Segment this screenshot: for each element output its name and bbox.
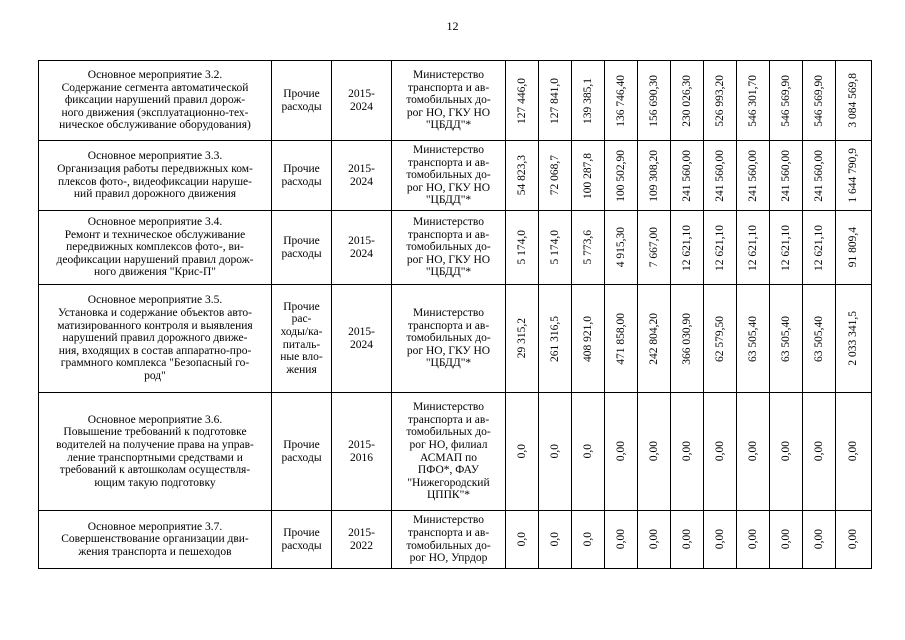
value-cell xyxy=(803,285,836,393)
table-row xyxy=(39,211,872,285)
expense-type-line: ные вло- xyxy=(280,351,323,364)
value-cell xyxy=(770,141,803,211)
expense-type-cell xyxy=(272,285,332,393)
budget-value: 241 560,00 xyxy=(779,149,792,202)
budget-value: 526 993,20 xyxy=(713,74,726,127)
budget-value: 91 809,4 xyxy=(847,227,859,268)
budget-value: 12 621,10 xyxy=(746,224,759,271)
table-row xyxy=(39,61,872,141)
responsible-org-line: Министерство xyxy=(413,307,484,320)
expense-type-line: жения xyxy=(286,363,317,376)
responsible-org-line: рог НО, ГКУ НО xyxy=(406,181,491,194)
value-cell xyxy=(704,511,737,569)
responsible-org-line: томобильных до- xyxy=(406,94,491,107)
value-cell xyxy=(605,511,638,569)
value-cell xyxy=(638,393,671,511)
table-row xyxy=(39,393,872,511)
activity-description-line: водителей на получение права на управ- xyxy=(56,438,254,451)
budget-value: 0,00 xyxy=(812,529,825,550)
table-row xyxy=(39,511,872,569)
expense-type-line: Прочие xyxy=(283,234,320,247)
budget-value: 12 621,10 xyxy=(812,224,825,271)
activity-description-line: нарушений правил дорожного движе- xyxy=(62,332,248,345)
value-cell xyxy=(539,511,572,569)
budget-value: 261 316,5 xyxy=(548,315,561,362)
activity-description-cell xyxy=(39,393,272,511)
period-cell xyxy=(332,61,392,141)
activity-description-line: ническое обслуживание оборудования) xyxy=(59,119,251,132)
period-line: 2015- xyxy=(348,325,375,338)
budget-value: 241 560,00 xyxy=(812,149,825,202)
activity-description-line: передвижных комплексов фото-, ви- xyxy=(66,241,244,254)
value-cell xyxy=(572,141,605,211)
responsible-org-line: Министерство xyxy=(413,216,484,229)
budget-value: 0,00 xyxy=(779,529,792,550)
responsible-org-line: "Нижегородский xyxy=(407,476,490,489)
value-cell xyxy=(803,61,836,141)
value-cell xyxy=(605,61,638,141)
value-cell xyxy=(638,285,671,393)
responsible-org-line: томобильных до- xyxy=(406,332,491,345)
value-cell xyxy=(539,211,572,285)
activity-description-line: ния, входящих в состав аппаратно-про- xyxy=(58,344,252,357)
value-cell xyxy=(737,511,770,569)
budget-value: 0,00 xyxy=(614,529,627,550)
activity-description-line: деофиксации нарушений правил дорож- xyxy=(56,253,254,266)
value-cell xyxy=(836,393,872,511)
budget-value: 0,0 xyxy=(581,532,594,547)
value-cell xyxy=(737,141,770,211)
value-cell xyxy=(704,285,737,393)
period-line: 2015- xyxy=(348,526,375,539)
responsible-org-line: ПФО*, ФАУ xyxy=(417,464,480,477)
value-cell xyxy=(704,141,737,211)
value-cell xyxy=(836,211,872,285)
budget-value: 109 308,20 xyxy=(647,149,660,202)
responsible-org-line: рог НО, ГКУ НО xyxy=(406,344,491,357)
value-cell xyxy=(638,141,671,211)
expense-type-line: расходы xyxy=(281,247,322,260)
activity-description-cell xyxy=(39,141,272,211)
budget-value: 54 823,3 xyxy=(515,155,528,196)
value-cell xyxy=(572,285,605,393)
activity-description-line: ющим такую подготовку xyxy=(94,476,216,489)
responsible-org-cell xyxy=(392,393,506,511)
budget-value: 0,00 xyxy=(614,441,627,462)
value-cell xyxy=(539,285,572,393)
budget-value: 546 569,90 xyxy=(779,74,792,127)
budget-value: 62 579,50 xyxy=(713,315,726,362)
budget-value: 241 560,00 xyxy=(713,149,726,202)
value-cell xyxy=(506,141,539,211)
activity-description-line: ний правил дорожного движения xyxy=(73,188,237,201)
budget-value: 0,00 xyxy=(680,529,693,550)
period-cell xyxy=(332,511,392,569)
expense-type-line: питаль- xyxy=(282,338,321,351)
responsible-org-line: рог НО, ГКУ НО xyxy=(406,253,491,266)
budget-value: 0,00 xyxy=(746,441,759,462)
budget-value: 63 505,40 xyxy=(746,315,759,362)
expense-type-cell xyxy=(272,61,332,141)
expense-type-line: Прочие xyxy=(283,438,320,451)
budget-value: 12 621,10 xyxy=(680,224,693,271)
value-cell xyxy=(671,285,704,393)
value-cell xyxy=(836,511,872,569)
value-cell xyxy=(803,511,836,569)
activity-title: Основное мероприятие 3.3. xyxy=(87,150,223,163)
expense-type-line: Прочие xyxy=(283,87,320,100)
page-number: 12 xyxy=(446,19,459,33)
value-cell xyxy=(704,61,737,141)
value-cell xyxy=(803,393,836,511)
activity-description-cell xyxy=(39,61,272,141)
activity-description-line: Совершенствование организации дви- xyxy=(61,533,249,546)
budget-value: 230 026,30 xyxy=(680,74,693,127)
value-cell xyxy=(572,393,605,511)
responsible-org-cell xyxy=(392,285,506,393)
budget-value: 127 841,0 xyxy=(548,77,561,124)
responsible-org-line: Министерство xyxy=(413,144,484,157)
responsible-org-line: транспорта и ав- xyxy=(407,526,490,539)
responsible-org-line: "ЦБДД"* xyxy=(425,357,472,370)
activity-description-line: плексов фото-, видеофиксации наруше- xyxy=(58,175,252,188)
value-cell xyxy=(803,211,836,285)
responsible-org-line: транспорта и ав- xyxy=(407,413,490,426)
budget-value: 0,0 xyxy=(581,444,594,459)
value-cell xyxy=(638,61,671,141)
expense-type-cell xyxy=(272,393,332,511)
value-cell xyxy=(770,393,803,511)
value-cell xyxy=(704,211,737,285)
value-cell xyxy=(506,285,539,393)
value-cell xyxy=(605,285,638,393)
budget-value: 7 667,00 xyxy=(647,227,660,268)
activity-description-line: Организация работы передвижных ком- xyxy=(57,162,253,175)
value-cell xyxy=(572,211,605,285)
responsible-org-line: АСМАП по xyxy=(419,451,478,464)
period-line: 2024 xyxy=(350,175,373,188)
responsible-org-cell xyxy=(392,211,506,285)
budget-value: 1 644 790,9 xyxy=(847,148,859,203)
responsible-org-line: "ЦБДД"* xyxy=(425,266,472,279)
period-line: 2016 xyxy=(350,451,373,464)
activity-description-line: род" xyxy=(144,369,166,382)
activity-title: Основное мероприятие 3.5. xyxy=(87,294,223,307)
period-cell xyxy=(332,393,392,511)
budget-value: 139 385,1 xyxy=(581,77,594,124)
budget-value: 100 287,8 xyxy=(581,152,594,199)
budget-value: 63 505,40 xyxy=(812,315,825,362)
budget-value: 0,0 xyxy=(548,532,561,547)
budget-value: 4 915,30 xyxy=(614,227,627,268)
expense-type-line: Прочие xyxy=(283,526,320,539)
value-cell xyxy=(506,511,539,569)
value-cell xyxy=(506,211,539,285)
budget-value: 0,00 xyxy=(680,441,693,462)
budget-value: 2 033 341,5 xyxy=(847,311,859,366)
responsible-org-line: "ЦБДД"* xyxy=(425,119,472,132)
value-cell xyxy=(638,511,671,569)
responsible-org-line: томобильных до- xyxy=(406,241,491,254)
responsible-org-cell xyxy=(392,511,506,569)
value-cell xyxy=(836,285,872,393)
activity-description-line: ление транспортными средствами и xyxy=(67,451,243,464)
responsible-org-line: транспорта и ав- xyxy=(407,156,490,169)
activity-description-line: жения транспорта и пешеходов xyxy=(78,545,232,558)
value-cell xyxy=(539,393,572,511)
activity-description-cell xyxy=(39,285,272,393)
value-cell xyxy=(671,141,704,211)
expense-type-line: расходы xyxy=(281,100,322,113)
budget-value: 0,00 xyxy=(779,441,792,462)
responsible-org-line: рог НО, Упрдор xyxy=(409,552,488,565)
value-cell xyxy=(803,141,836,211)
responsible-org-line: транспорта и ав- xyxy=(407,228,490,241)
period-line: 2022 xyxy=(350,539,373,552)
expense-type-line: ходы/ка- xyxy=(280,325,323,338)
value-cell xyxy=(737,285,770,393)
period-line: 2015- xyxy=(348,438,375,451)
budget-value: 0,0 xyxy=(548,444,561,459)
responsible-org-line: транспорта и ав- xyxy=(407,81,490,94)
budget-value: 0,00 xyxy=(847,529,859,550)
value-cell xyxy=(836,141,872,211)
budget-value: 0,0 xyxy=(515,532,528,547)
value-cell xyxy=(605,141,638,211)
budget-value: 12 621,10 xyxy=(713,224,726,271)
expense-type-line: рас- xyxy=(291,313,312,326)
value-cell xyxy=(506,61,539,141)
budget-value: 0,00 xyxy=(647,441,660,462)
responsible-org-line: транспорта и ав- xyxy=(407,319,490,332)
value-cell xyxy=(605,393,638,511)
activity-description-line: Ремонт и техническое обслуживание xyxy=(64,228,246,241)
value-cell xyxy=(836,61,872,141)
responsible-org-line: томобильных до- xyxy=(406,169,491,182)
value-cell xyxy=(572,511,605,569)
budget-value: 0,00 xyxy=(713,441,726,462)
activity-description-line: Содержание сегмента автоматической xyxy=(61,81,249,94)
budget-value: 0,0 xyxy=(515,444,528,459)
budget-value: 127 446,0 xyxy=(515,77,528,124)
value-cell xyxy=(638,211,671,285)
value-cell xyxy=(539,61,572,141)
period-line: 2015- xyxy=(348,87,375,100)
activity-description-line: граммного комплекса "Безопасный го- xyxy=(60,357,250,370)
budget-value: 241 560,00 xyxy=(680,149,693,202)
activity-description-line: ного движения "Крис-П" xyxy=(94,266,216,279)
value-cell xyxy=(539,141,572,211)
responsible-org-cell xyxy=(392,141,506,211)
table-row xyxy=(39,141,872,211)
responsible-org-line: томобильных до- xyxy=(406,426,491,439)
budget-value: 100 502,90 xyxy=(614,149,627,202)
budget-value: 0,00 xyxy=(847,441,859,462)
responsible-org-line: рог НО, ГКУ НО xyxy=(406,106,491,119)
value-cell xyxy=(671,61,704,141)
responsible-org-cell xyxy=(392,61,506,141)
responsible-org-line: Министерство xyxy=(413,69,484,82)
activity-title: Основное мероприятие 3.7. xyxy=(87,520,223,533)
responsible-org-line: ЦППК"* xyxy=(426,489,471,502)
activities-table xyxy=(38,60,872,569)
activity-description-line: ного движения (эксплуатационно-тех- xyxy=(61,106,249,119)
budget-value: 156 690,30 xyxy=(647,74,660,127)
activity-description-line: Установка и содержание объектов авто- xyxy=(58,307,252,320)
expense-type-line: расходы xyxy=(281,451,322,464)
budget-value: 241 560,00 xyxy=(746,149,759,202)
expense-type-cell xyxy=(272,141,332,211)
value-cell xyxy=(572,61,605,141)
value-cell xyxy=(770,511,803,569)
budget-value: 546 301,70 xyxy=(746,74,759,127)
budget-value: 242 804,20 xyxy=(647,312,660,365)
period-line: 2015- xyxy=(348,234,375,247)
responsible-org-line: рог НО, филиал xyxy=(409,438,488,451)
value-cell xyxy=(737,61,770,141)
value-cell xyxy=(605,211,638,285)
activity-description-cell xyxy=(39,211,272,285)
budget-value: 408 921,0 xyxy=(581,315,594,362)
budget-value: 0,00 xyxy=(746,529,759,550)
budget-value: 546 569,90 xyxy=(812,74,825,127)
period-cell xyxy=(332,211,392,285)
budget-value: 63 505,40 xyxy=(779,315,792,362)
budget-value: 5 174,0 xyxy=(548,230,561,265)
period-line: 2024 xyxy=(350,247,373,260)
budget-value: 366 030,90 xyxy=(680,312,693,365)
budget-value: 0,00 xyxy=(812,441,825,462)
period-line: 2024 xyxy=(350,338,373,351)
activity-title: Основное мероприятие 3.6. xyxy=(87,413,223,426)
responsible-org-line: томобильных до- xyxy=(406,539,491,552)
value-cell xyxy=(737,211,770,285)
value-cell xyxy=(671,511,704,569)
budget-value: 3 084 569,8 xyxy=(847,73,859,128)
expense-type-line: Прочие xyxy=(283,162,320,175)
activity-description-line: фиксации нарушений правил дорож- xyxy=(64,94,246,107)
value-cell xyxy=(671,393,704,511)
activity-description-cell xyxy=(39,511,272,569)
responsible-org-line: Министерство xyxy=(413,514,484,527)
budget-value: 72 068,7 xyxy=(548,155,561,196)
budget-value: 0,00 xyxy=(647,529,660,550)
expense-type-cell xyxy=(272,211,332,285)
expense-type-line: расходы xyxy=(281,539,322,552)
period-line: 2015- xyxy=(348,162,375,175)
responsible-org-line: Министерство xyxy=(413,401,484,414)
activity-description-line: требований к автошколам осуществля- xyxy=(59,464,251,477)
expense-type-cell xyxy=(272,511,332,569)
activity-title: Основное мероприятие 3.2. xyxy=(87,69,223,82)
value-cell xyxy=(770,285,803,393)
budget-value: 471 858,00 xyxy=(614,312,627,365)
value-cell xyxy=(506,393,539,511)
budget-value: 5 174,0 xyxy=(515,230,528,265)
value-cell xyxy=(704,393,737,511)
period-line: 2024 xyxy=(350,100,373,113)
budget-value: 12 621,10 xyxy=(779,224,792,271)
activity-title: Основное мероприятие 3.4. xyxy=(87,216,223,229)
value-cell xyxy=(770,61,803,141)
activity-description-line: матизированного контроля и выявления xyxy=(57,319,253,332)
budget-value: 5 773,6 xyxy=(581,230,594,265)
expense-type-line: расходы xyxy=(281,175,322,188)
activity-description-line: Повышение требований к подготовке xyxy=(63,426,247,439)
budget-value: 136 746,40 xyxy=(614,74,627,127)
value-cell xyxy=(737,393,770,511)
responsible-org-line: "ЦБДД"* xyxy=(425,194,472,207)
value-cell xyxy=(671,211,704,285)
period-cell xyxy=(332,141,392,211)
value-cell xyxy=(770,211,803,285)
table-row xyxy=(39,285,872,393)
expense-type-line: Прочие xyxy=(283,300,320,313)
period-cell xyxy=(332,285,392,393)
budget-value: 0,00 xyxy=(713,529,726,550)
budget-value: 29 315,2 xyxy=(515,318,528,359)
